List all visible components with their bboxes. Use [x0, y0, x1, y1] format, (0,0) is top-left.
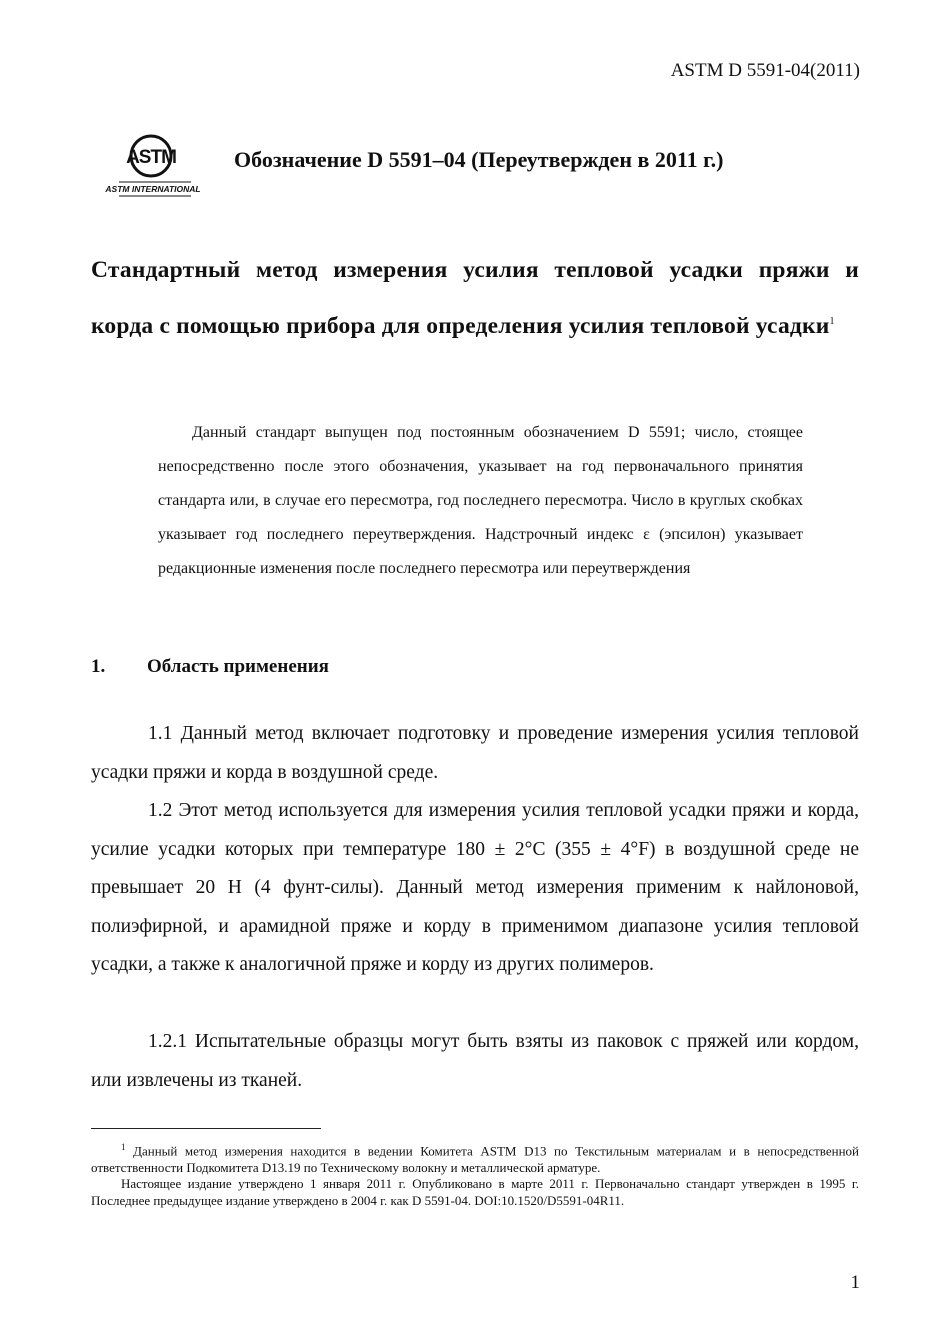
designation-notice: Данный стандарт выпущен под постоянным обозначением D 5591; число, стоящее непосредственно после этого обозначения, указывает на год первоначального принятия стандарта или, в случае его пересмотра, год последнего пересмотра. Число в круглых скобках указывает год последнего переутверждения. Надстрочный индекс ε (эпсилон) указывает редакционные изменения после последнего пересмотра или переутверждения — [158, 424, 803, 577]
title-footnote-mark: 1 — [829, 316, 835, 327]
footnote-mark: 1 — [121, 1142, 126, 1152]
astm-logo — [105, 128, 201, 200]
title-text: Стандартный метод измерения усилия тепловой усадки пряжи и корда с помощью прибора для определения усилия тепловой усадки — [91, 257, 859, 339]
section-heading — [91, 656, 329, 678]
paragraph-1-2: 1.2 Этот метод используется для измерения усилия тепловой усадки пряжи и корда, усилие усадки которых при температуре 180 ± 2°С (355 ± 4°F) в воздушной среде не превышает 20 Н (4 фунт-силы). Данный метод измерения применим к найлоновой, полиэфирной, и арамидной пряже и корду в применимом диапазоне усилия тепловой усадки, а также к аналогичной пряже и корду из других полимеров. — [91, 800, 859, 975]
standard-code: ASTM D 5591-04(2011) — [670, 60, 860, 81]
document-title — [91, 244, 859, 352]
footnote-divider — [91, 1128, 321, 1129]
page-number: 1 — [850, 1272, 860, 1293]
paragraph-1-1: 1.1 Данный метод включает подготовку и проведение измерения усилия тепловой усадки пряжи и корда в воздушной среде. — [91, 723, 859, 783]
footnote-1 — [91, 1139, 859, 1176]
section-title: Область применения — [147, 656, 329, 677]
designation-heading: Обозначение D 5591–04 (Переутвержден в 2011 г.) — [234, 147, 724, 172]
section-number: 1. — [91, 656, 106, 677]
svg-text:ASTM: ASTM — [126, 147, 176, 168]
footnote-2: Настоящее издание утверждено 1 января 2011 г. Опубликовано в марте 2011 г. Первоначально стандарт утвержден в 1995 г. Последнее предыдущее издание утверждено в 2004 г. как D 5591-04. DOI:10.1520/D5591-04R11. — [91, 1176, 859, 1208]
logo-text: ASTM INTERNATIONAL — [105, 184, 201, 194]
footnote-1-text: Данный метод измерения находится в ведении Комитета ASTM D13 по Текстильным материалам и в непосредственной ответственности Подкомитета D13.19 по Техническому волокну и металлической арматуре. — [91, 1143, 859, 1176]
paragraph-1-2-1: 1.2.1 Испытательные образцы могут быть взяты из паковок с пряжей или кордом, или извлечены из тканей. — [91, 1031, 859, 1091]
